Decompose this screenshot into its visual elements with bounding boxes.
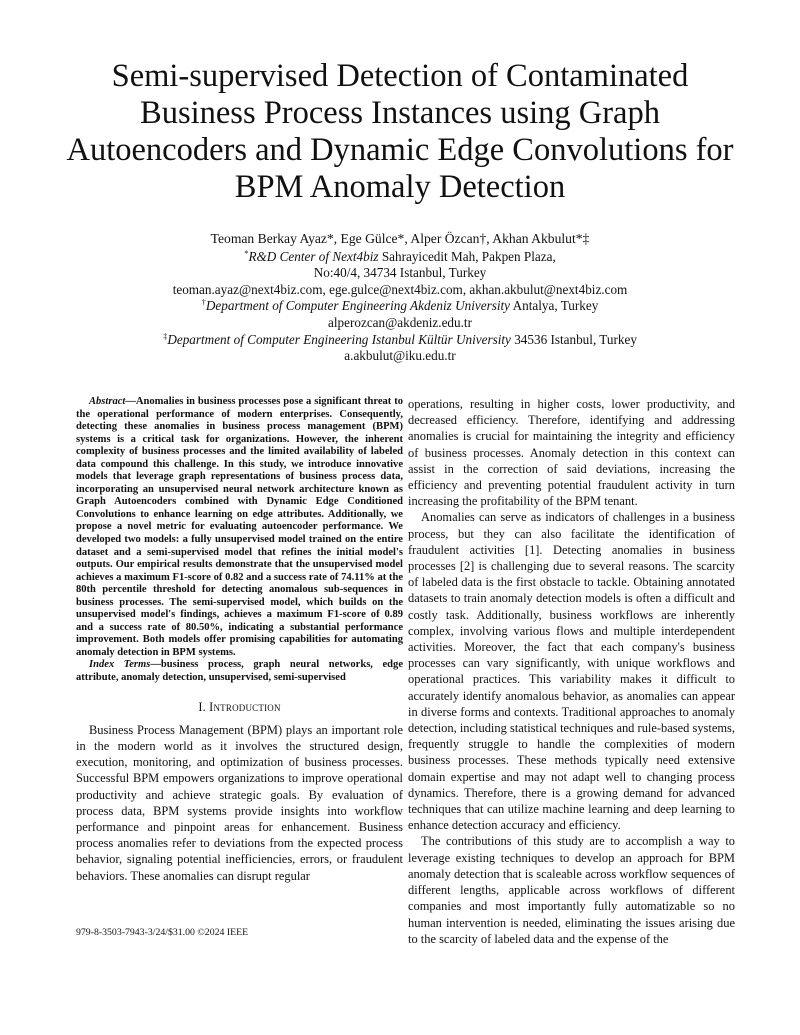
- author-block: [80, 231, 720, 365]
- paper-title: Semi-supervised Detection of Contaminated Business Process Instances using Graph Autoencoders and Dynamic Edge Convolutions for BPM Anomaly Detection: [66, 58, 734, 205]
- intro-paragraph-1: Business Process Management (BPM) plays an important role in the modern world as it involves the structured design, execution, monitoring, and optimization of business processes. Successful BPM empowers organizations to improve operational productivity and achieve strategic goals. By evaluation of process data, BPM systems provide insights into workflow performance and pinpoint areas for enhancement. Business process anomalies refer to deviations from the expected process behavior, signaling potential inefficiencies, errors, or fraudulent behaviors. These anomalies can disrupt regular: [76, 722, 403, 883]
- right-column: [408, 396, 735, 947]
- section-title: Introduction: [209, 699, 281, 714]
- affiliation-3-address: 34536 Istanbul, Turkey: [510, 331, 637, 347]
- affiliation-1-emails: teoman.ayaz@next4biz.com, ege.gulce@next4biz.com, akhan.akbulut@next4biz.com: [172, 281, 628, 297]
- abstract-text: —Anomalies in business processes pose a significant threat to the operational performance of modern enterprises. Consequently, detecting these anomalies in business process management (BPM) systems is a critical task for organizations. However, the inherent complexity of business processes and the limited availability of labeled data compound this challenge. In this study, we introduce innovative models that leverage graph representations of business process data, incorporating an unsupervised neural network architecture known as Graph Autoencoders combined with Dynamic Edge Conditioned Convolutions to enhance learning on edge attributes. Additionally, we propose a novel metric for evaluating autoencoder performance. We developed two models: a fully unsupervised model trained on the entire dataset and a semi-supervised model that refines the initial model's outputs. Our empirical results demonstrate that the unsupervised model achieves a maximum F1-score of 0.82 and a success rate of 74.11% at the 80th percentile threshold for detecting anomalous sub-sequences in business processes. The semi-supervised model, which builds on the unsupervised model's findings, achieves a maximum F1-score of 0.89 and a success rate of 80.50%, indicating a substantial performance improvement. Both models offer promising capabilities for automating anomaly detection in BPM systems.: [76, 396, 403, 658]
- affiliation-3: [80, 332, 720, 349]
- affiliation-2: [80, 298, 720, 315]
- affiliation-2-mark: †: [201, 297, 206, 308]
- section-number: I.: [198, 699, 210, 714]
- intro-paragraph-1-continued: operations, resulting in higher costs, lower productivity, and decreased efficiency. Therefore, identifying and addressing anomalies is crucial for maintaining the integrity and efficiency of business processes. Anomaly detection in this context can assist in the correction of said deviations, increasing the efficiency and preventing potential fraudulent activity in turn increasing the profitability of the BPM tenant.: [408, 397, 735, 509]
- affiliation-2-address: Antalya, Turkey: [510, 298, 599, 314]
- index-terms-label: Index Terms: [89, 659, 151, 671]
- intro-paragraph-3: The contributions of this study are to accomplish a way to leverage existing techniques to develop an approach for BPM anomaly detection that is scaleable across workflow sequences of different lengths, applicable across workflows of different companies and most importantly fully automatizable so no human intervention is needed, eliminating the issues arising due to the scarcity of labeled data and the expense of the: [408, 834, 735, 946]
- affiliation-1-mark: *: [244, 247, 249, 258]
- affiliation-1-org: R&D Center of Next4biz: [248, 248, 379, 264]
- affiliation-2-org: Department of Computer Engineering Akdeniz University: [205, 298, 511, 314]
- affiliation-3-mark: ‡: [163, 330, 168, 341]
- affiliation-3-org: Department of Computer Engineering Istanbul Kültür University: [167, 331, 511, 347]
- intro-paragraph-2: Anomalies can serve as indicators of challenges in a business process, but they can also facilitate the identification of fraudulent activities [1]. Detecting anomalies in business processes [2] is challenging due to several reasons. The scarcity of labeled data is the first obstacle to tackle. Obtaining annotated datasets to train anomaly detection models is often a difficult and costly task. Additionally, business workflows are inherently complex, involving various flows and multiple interdependent activities. Moreover, the fact that each company's business processes can vary significantly, with unique workflows and operational practices. This variability makes it difficult to accurately identify anomalous behavior, as anomalies can appear in diverse forms and contexts. Traditional approaches to anomaly detection, including statistical techniques and rule-based systems, frequently struggle to handle the complexities of modern business processes. These methods typically need extensive domain expertise and may not adapt well to changing process dynamics. Therefore, there is a growing demand for advanced techniques that can utilize machine learning and deep learning to enhance detection accuracy and efficiency.: [408, 510, 735, 833]
- left-column: [76, 396, 403, 884]
- copyright-footer: 979-8-3503-7943-3/24/$31.00 ©2024 IEEE: [76, 927, 249, 938]
- abstract-label: Abstract: [89, 396, 126, 407]
- affiliation-2-email: alperozcan@akdeniz.edu.tr: [328, 314, 472, 330]
- affiliation-1-address: Sahrayicedit Mah, Pakpen Plaza,: [378, 248, 556, 264]
- affiliation-3-email: a.akbulut@iku.edu.tr: [344, 348, 456, 364]
- abstract: [76, 396, 403, 659]
- affiliation-1: [80, 249, 720, 266]
- section-heading-introduction: [76, 699, 403, 715]
- index-terms: [76, 659, 403, 684]
- index-terms-text: —business process, graph neural networks, edge attribute, anomaly detection, unsupervised, semi-supervised: [76, 659, 403, 684]
- author-names: Teoman Berkay Ayaz*, Ege Gülce*, Alper Özcan†, Akhan Akbulut*‡: [210, 231, 590, 246]
- affiliation-1-address-line2: No:40/4, 34734 Istanbul, Turkey: [313, 265, 487, 281]
